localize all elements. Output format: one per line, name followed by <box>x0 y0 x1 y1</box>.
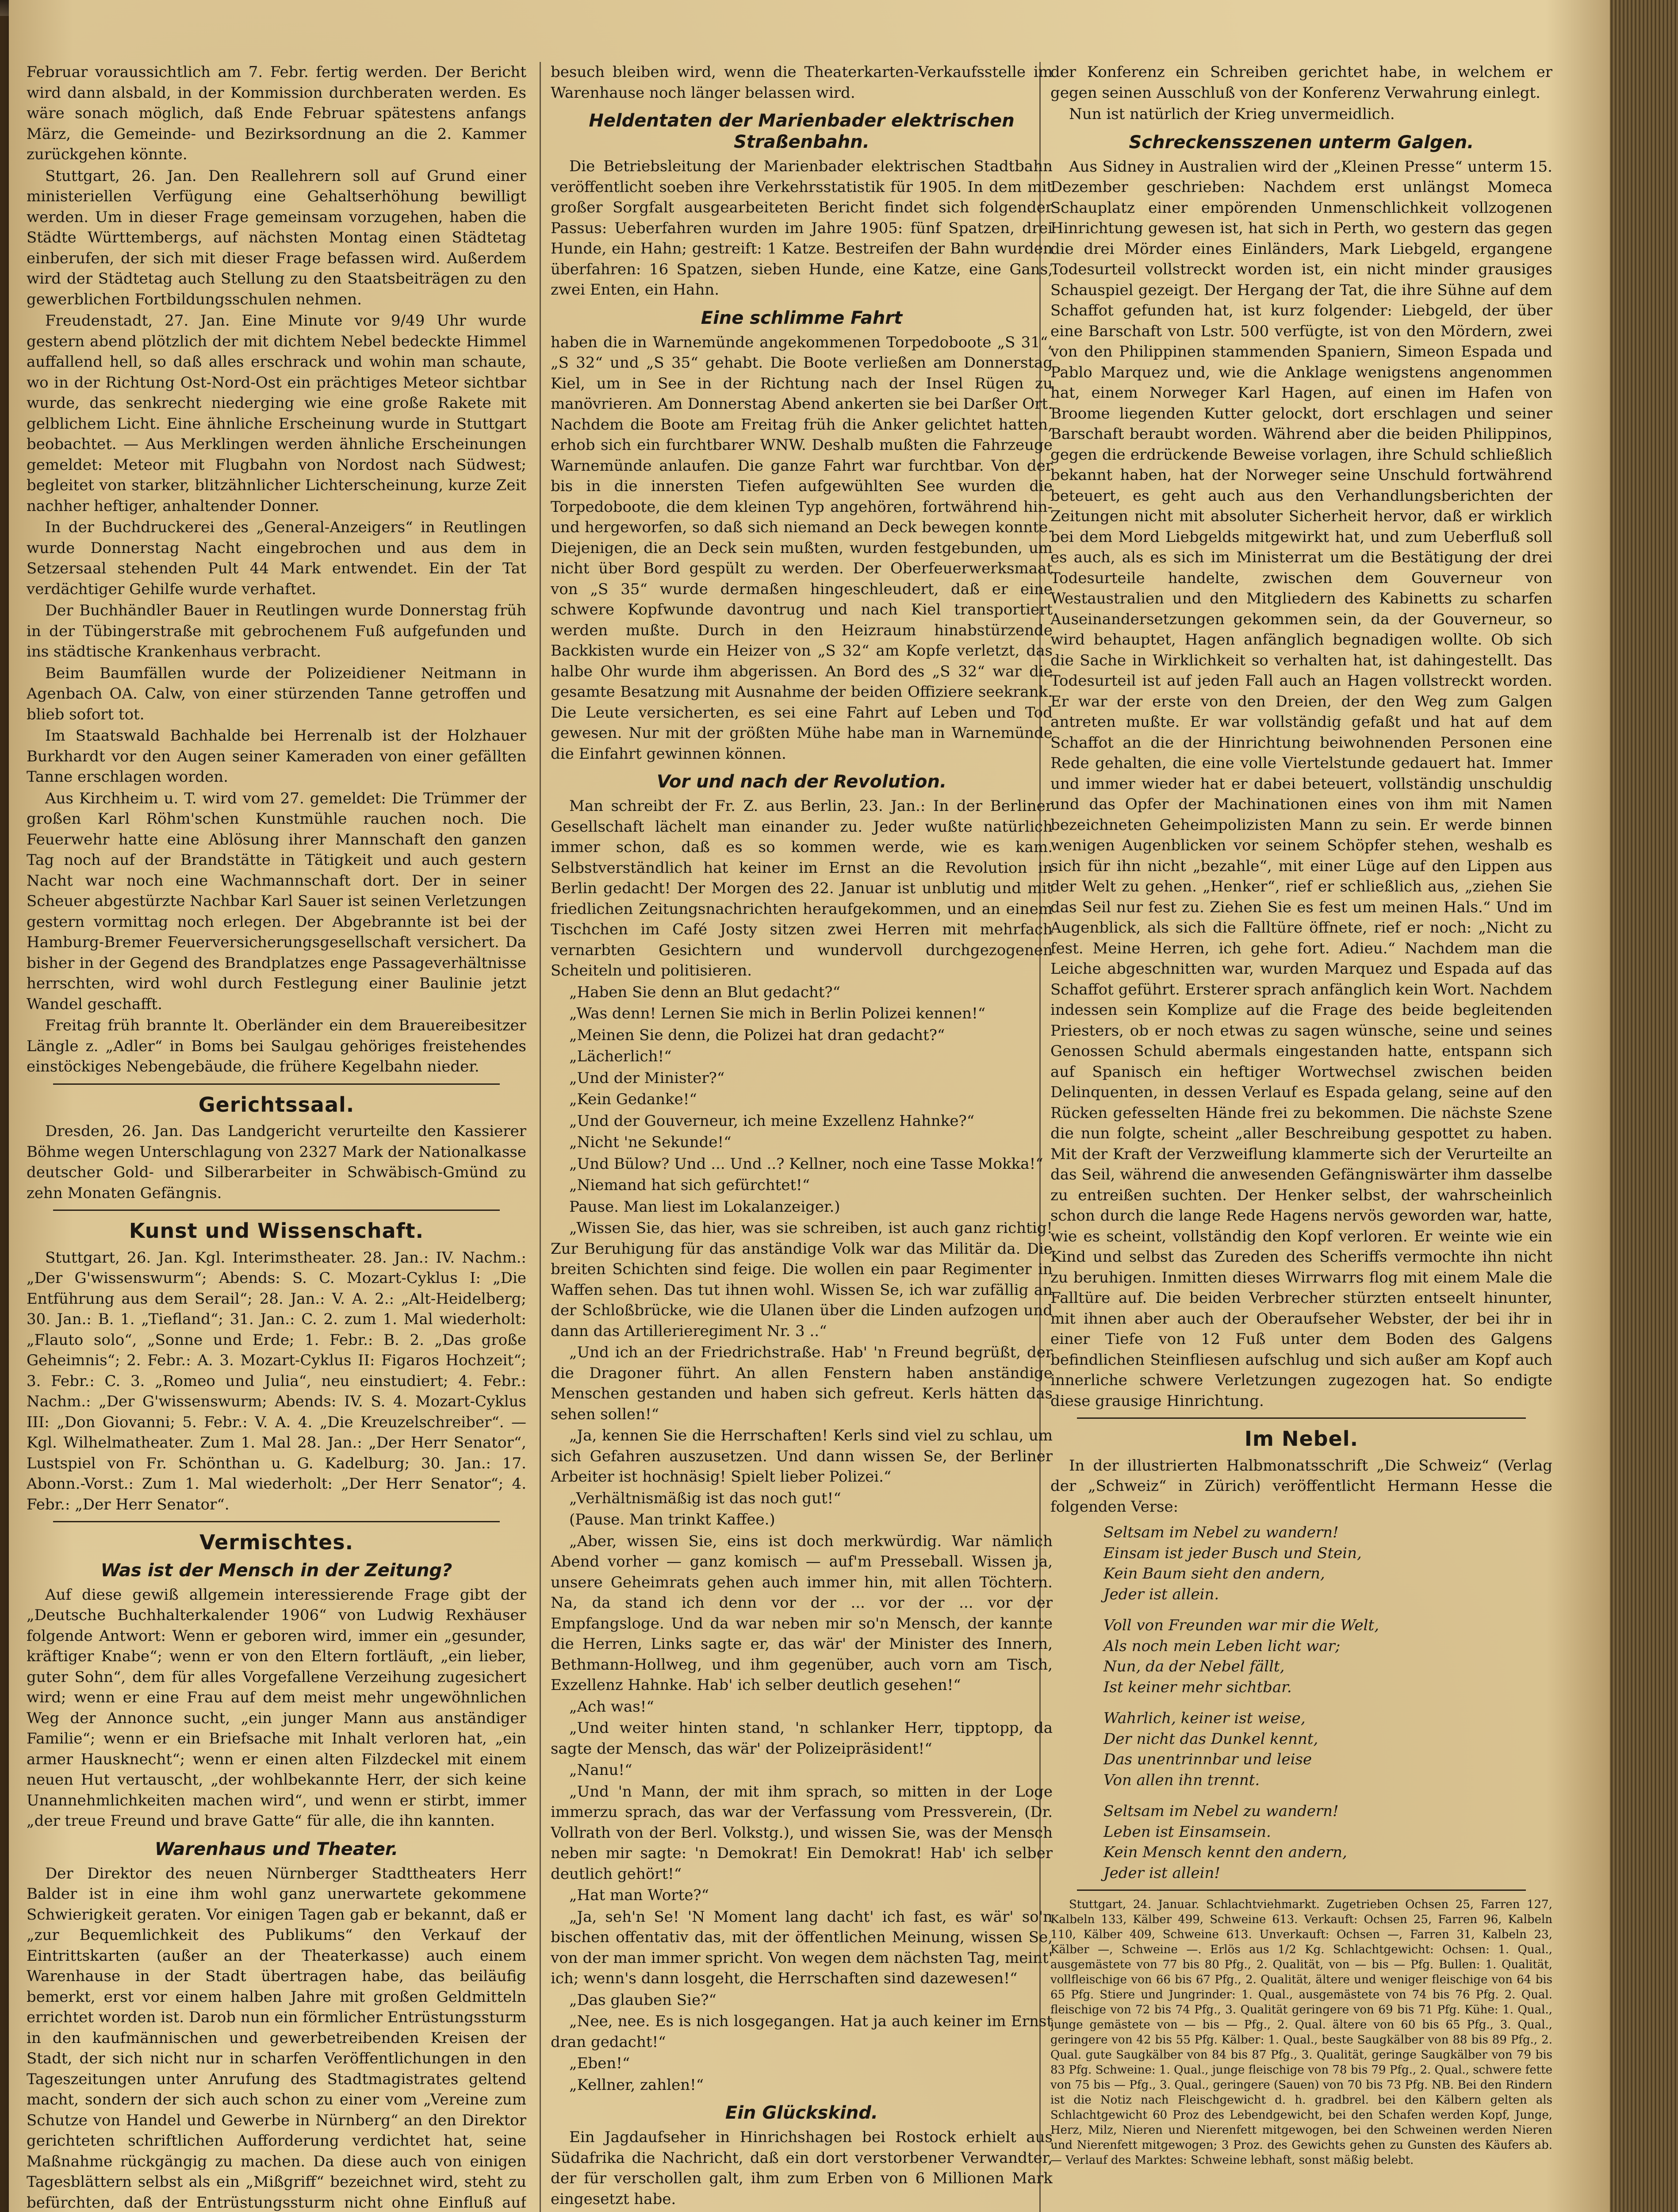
article-paragraph: In der Buchdruckerei des „General-Anzeigers“ in Reutlingen wurde Donnerstag Nacht eingebrochen und aus dem in Setzersaal stehenden Pult 44 Mark entwendet. Ein der Tat verdächtiger Gehilfe wurde verhaftet. <box>27 518 526 598</box>
dialogue-line: „Und der Minister?“ <box>569 1069 725 1087</box>
poem-line: Von allen ihn trennt. <box>1103 1771 1260 1789</box>
section-heading-nebel: Im Nebel. <box>1244 1427 1359 1451</box>
article-paragraph: Freudenstadt, 27. Jan. Eine Minute vor 9/49 Uhr wurde gestern abend plötzlich der mit dichtem Nebel bedeckte Himmel auffallend hell, so daß alles erschrack und wohin man schaute, wo in der Richtung Ost-Nord-Ost ein prächtiges Meteor sichtbar wurde, das senkrecht niederging wie eine große Rakete mit gelblichem Licht. Eine ähnliche Erscheinung wurde in Stuttgart beobachtet. — Aus Merklingen werden ähnliche Erscheinungen gemeldet: Meteor mit Flugbahn von Nordost nach Südwest; begleitet von starker, blitzähnlicher Lichterscheinung, kurze Zeit nachher heftiger, anhaltender Donner. <box>27 312 526 515</box>
article-heading: Schreckensszenen unterm Galgen. <box>1129 132 1474 153</box>
poem-line <box>1103 1605 1552 1615</box>
dialogue-line: „Niemand hat sich gefürchtet!“ <box>569 1176 810 1194</box>
article-paragraph: Auf diese gewiß allgemein interessierende Frage gibt der „Deutsche Buchhalterkalender 1906“ von Ludwig Rexhäuser folgende Antwort: Wenn er geboren wird, immer ein „gesunder, kräftiger Knabe“; wenn er von den Eltern fortläuft, „ein lieber, guter Sohn“, dem für alles Vorgefallene Verzeihung zugesichert wird; wenn er eine Frau auf dem meist mehr ungewöhnlichen Weg der Annonce sucht, „ein junger Mann aus anständiger Familie“; wenn er ein Briefsache mit Inhalt verloren hat, „ein armer Hausknecht“; wenn er einen alten Filzdeckel mit einem neuen Hut vertauscht, „der wohlbekannte Herr, der sich keine Unannehmlichkeiten machen wird“, und wenn er stirbt, immer „der treue Freund und brave Gatte“ für alle, die ihn kannten. <box>27 1586 526 1830</box>
poem-line: Kein Mensch kennt den andern, <box>1103 1843 1347 1861</box>
poem-line: Jeder ist allein. <box>1103 1585 1219 1603</box>
dialogue-line: „Meinen Sie denn, die Polizei hat dran gedacht?“ <box>569 1026 945 1044</box>
article-heading: Warenhaus und Theater. <box>154 1839 398 1859</box>
article-paragraph: „Eben!“ <box>569 2055 630 2072</box>
poem-line: Kein Baum sieht den andern, <box>1103 1565 1325 1582</box>
section-heading-kunst: Kunst und Wissenschaft. <box>129 1219 424 1243</box>
article-paragraph: In der illustrierten Halbmonatsschrift „Die Schweiz“ (Verlag der „Schweiz“ in Zürich) veröffentlicht Hermann Hesse die folgenden Verse: <box>1050 1456 1552 1516</box>
article-paragraph: „Nanu!“ <box>569 1761 632 1779</box>
article-paragraph: Nun ist natürlich der Krieg unvermeidlich. <box>1069 105 1395 123</box>
article-paragraph: Aus Kirchheim u. T. wird vom 27. gemeldet: Die Trümmer der großen Karl Röhm'schen Kunstmühle rauchen noch. Die Feuerwehr hatte eine Ablösung ihrer Mannschaft den ganzen Tag noch auf der Brandstätte in Tätigkeit und auch gestern Nacht war noch eine Wachmannschaft dort. Der in seiner Scheuer abgestürzte Nachbar Karl Sauer ist seinen Verletzungen gestern vormittag noch erlegen. Der Abgebrannte ist bei der Hamburg-Bremer Feuerversicherungsgesellschaft versichert. Da bisher in der Gegend des Brandplatzes enge Passageverhältnisse herrschten, wird wohl durch Festlegung einer Baulinie jetzt Wandel geschafft. <box>27 789 526 1013</box>
article-paragraph: Aus Sidney in Australien wird der „Kleinen Presse“ unterm 15. Dezember geschrieben: Nachdem erst unlängst Momeca Schauplatz einer empörenden Unmenschlichkeit vollzogenen Hinrichtung gewesen ist, hat sich in Perth, wo gestern das gegen die drei Mörder eines Einländers, Mark Liebgeld, ergangene Todesurteil vollstreckt worden ist, ein nicht minder grausiges Schauspiel gezeigt. Der Hergang der Tat, die ihre Sühne auf dem Schaffot gefunden hat, ist kurz folgender: Liebgeld, der über eine Barschaft von Lstr. 500 verfügte, ist von den Mördern, zwei von den Philippinen stammenden Spaniern, Simeon Espada und Pablo Marquez und, wie die Anklage wenigstens angenommen hat, einem Norweger Karl Hagen, auf einen im Hafen von Broome liegenden Kutter gelockt, dort erschlagen und seiner Barschaft beraubt worden. Während aber die beiden Philippinos, gegen die erdrückende Beweise vorlagen, ihre Schuld schließlich bekannt haben, hat der Norweger seine Unschuld fortwährend beteuert, es geht auch aus den Verhandlungsberichten der Zeitungen nicht mit absoluter Sicherheit hervor, daß er wirklich bei dem Mord Liebgelds mitgewirkt hat, und zum Ueberfluß soll es auch, als es sich im Ministerrat um die Bestätigung der drei Todesurteile handelte, zwischen dem Gouverneur von Westaustralien und den Mitgliedern des Kabinetts zu scharfen Auseinandersetzungen gekommen sein, da der Gouverneur, so wird behauptet, Hagen anfänglich begnadigen wollte. Ob sich die Sache in Wirklichkeit so verhalten hat, ist dahingestellt. Das Todesurteil ist auf jeden Fall auch an Hagen vollstreckt worden. Er war der erste von den Dreien, der den Weg zum Galgen antreten mußte. Er war vollständig gefaßt und hat auf dem Schaffot an die der Hinrichtung beiwohnenden Personen eine Rede gehalten, die eine volle Viertelstunde gedauert hat. Immer und immer wieder hat er dabei beteuert, vollständig unschuldig und das Opfer der Machinationen eines von ihm mit Namen bezeichneten Geheimpolizisten Mann zu sein. Er werde binnen wenigen Augenblicken vor seinem Schöpfer stehen, weshalb es sich für ihn nicht „bezahle“, mit einer Lüge auf den Lippen aus der Welt zu gehen. „Henker“, rief er schließlich aus, „ziehen Sie das Seil nur fest zu. Ziehen Sie es fest um meinen Hals.“ Und im Augenblick, als sich die Falltüre öffnete, rief er noch: „Nicht zu fest. Meine Herren, ich gehe fort. Adieu.“ Nachdem man die Leiche abgeschnitten war, wurden Marquez und Espada auf das Schaffot geführt. Ersterer sprach anfänglich kein Wort. Nachdem indessen sein Komplize auf die Frage des beide begleitenden Priesters, ob er noch etwas zu sagen wünsche, seine und seines Genossen Schuld abermals eingestanden hatte, entspann sich auf Spanisch ein heftiger Wortwechsel zwischen beiden Delinquenten, in dessen Verlauf es Espada gelang, seine auf den Rücken gefesselten Hände frei zu bekommen. Die nächste Szene die nun folgte, scheint „aller Beschreibung gespottet zu haben. Mit der Kraft der Verzweiflung klammerte sich der Verurteilte an das Seil, während die anwesenden Gefängniswärter ihm dasselbe zu entreißen suchten. Der Henker selbst, der wahrscheinlich schon durch die lange Rede Hagens nervös geworden war, hatte, wie es scheint, vollständig den Kopf verloren. Er weinte wie ein Kind und selbst das Zureden des Scheriffs vermochte ihn nicht zu beruhigen. Inmitten dieses Wirrwarrs flog mit einem Male die Falltüre auf. Die beiden Verbrecher stürzten entseelt hinunter, mit ihnen aber auch der Oberaufseher Webster, der bei ihr in einer Tiefe von 12 Fuß unter dem Boden des Galgens befindlichen Steinfliesen aufschlug und sich außer am Kopf auch innerliche schwere Verletzungen zugezogen hat. So endigte diese grausige Hinrichtung. <box>1050 157 1552 1410</box>
article-paragraph: Freitag früh brannte lt. Oberländer ein dem Brauereibesitzer Längle z. „Adler“ in Boms bei Saulgau gehöriges freistehendes einstöckiges Nebengebäude, die frühere Kegelbahn nieder. <box>27 1017 526 1075</box>
column-rule-1 <box>540 62 541 2212</box>
section-divider <box>53 1210 500 1211</box>
market-report: Stuttgart, 24. Januar. Schlachtviehmarkt. Zugetrieben Ochsen 25, Farren 127, Kalbeln 133, Kälber 499, Schweine 613. Verkauft: Ochsen 25, Farren 96, Kalbeln 110, Kälber 409, Schweine 613. Unverkauft: Ochsen —, Farren 31, Kalbeln 23, Kälber —, Schweine —. Erlös aus 1/2 Kg. Schlachtgewicht: Ochsen: 1. Qual., ausgemästete von 77 bis 80 Pfg., 2. Qualität, von — bis — Pfg. Bullen: 1. Qualität, vollfleischige von 66 bis 67 Pfg., 2. Qualität, ältere und weniger fleischige von 64 bis 65 Pfg. Stiere und Jungrinder: 1. Qual., ausgemästete von 74 bis 76 Pfg. 2. Qual. fleischige von 72 bis 74 Pfg., 3. Qualität geringere von 69 bis 71 Pfg. Kühe: 1. Qual., junge gemästete von — bis — Pfg., 2. Qual. ältere von 60 bis 65 Pfg., 3. Qual., geringere von 42 bis 55 Pfg. Kälber: 1. Qual., beste Saugkälber von 88 bis 89 Pfg., 2. Qual. gute Saugkälber von 84 bis 87 Pfg., 3. Qualität, geringe Saugkälber von 79 bis 83 Pfg. Schweine: 1. Qual., junge fleischige von 78 bis 79 Pfg., 2. Qual., schwere fette von 75 bis — Pfg., 3. Qual., geringere (Sauen) von 70 bis 73 Pfg. NB. Bei den Rindern ist die Notiz nach Fleischgewicht d. h. gradbrel. bei den Kälbern gelten als Schlachtgewicht 60 Proz des Lebendgewicht, bei den Schafen werden Kopf, Junge, Herz, Milz, Nieren und Nierenfett mitgewogen, bei den Schweinen werden Nieren und Nierenfett mitgewogen; 3 Proz. des Gewichts gehen zu Gunsten des Käufers ab. — Verlauf des Marktes: Schweine lebhaft, sonst mäßig belebt. <box>1050 1898 1552 2167</box>
article-paragraph: der Konferenz ein Schreiben gerichtet habe, in welchem er gegen seinen Ausschluß von der Konferenz Verwahrung einlegt. <box>1050 63 1552 102</box>
dialogue-line: „Kein Gedanke!“ <box>569 1091 697 1108</box>
dialogue-line: „Lächerlich!“ <box>569 1048 672 1065</box>
poem-line <box>1103 1697 1552 1708</box>
poem-line: Einsam ist jeder Busch und Stein, <box>1103 1544 1362 1562</box>
article-paragraph: „Ja, kennen Sie die Herrschaften! Kerls sind viel zu schlau, um sich Gefahren auszusetzen. Und dann wissen Se, der Berliner Arbeiter ist hochnäsig! Spielt lieber Polizei.“ <box>551 1427 1053 1486</box>
article-paragraph: „Und 'n Mann, der mit ihm sprach, so mitten in der Loge immerzu sprach, das war der Verfassung vom Pressverein, (Dr. Vollrath von der Berl. Volkstg.), und wissen Sie, was der Mensch neben mir sagte: 'n Demokrat! Ein Demokrat! Hab' ich selber deutlich gehört!“ <box>551 1782 1053 1883</box>
article-paragraph: „Das glauben Sie?“ <box>569 1991 716 2009</box>
section-divider <box>1077 1417 1526 1419</box>
article-paragraph: Der Buchhändler Bauer in Reutlingen wurde Donnerstag früh in der Tübingerstraße mit gebrochenem Fuß aufgefunden und ins städtische Krankenhaus verbracht. <box>27 602 526 661</box>
poem-line: Voll von Freunden war mir die Welt, <box>1103 1617 1379 1634</box>
article-paragraph: Ein Jagdaufseher in Hinrichshagen bei Rostock erhielt aus Südafrika die Nachricht, daß ein dort verstorbener Verwandter, der für verschollen galt, ihm zum Erben von 6 Millionen Mark eingesetzt habe. <box>551 2128 1053 2208</box>
article-paragraph: besuch bleiben wird, wenn die Theaterkarten-Verkaufsstelle im Warenhause noch länger belassen wird. <box>551 63 1053 102</box>
article-paragraph: haben die in Warnemünde angekommenen Torpedoboote „S 31“, „S 32“ und „S 35“ gehabt. Die Boote verließen am Donnerstag Kiel, um in See in der Richtung nach der Insel Rügen zu manövrieren. Am Donnerstag Abend ankerten sie bei Darßer Ort. Nachdem die Boote am Freitag früh die Anker gelichtet hatten, erhob sich ein furchtbarer WNW. Deshalb mußten die Fahrzeuge Warnemünde anlaufen. Die ganze Fahrt war furchtbar. Von der bis in die innersten Tiefen aufgewühlten See wurden die Torpedoboote, die dem kleinen Typ angehören, fortwährend hin- und hergeworfen, so daß sich niemand an Deck bewegen konnte. Diejenigen, die an Deck sein mußten, wurden festgebunden, um nicht über Bord gespült zu werden. Der Oberfeuerwerksmaat von „S 35“ wurde dermaßen hingeschleudert, daß er eine schwere Kopfwunde davontrug und nach Kiel transportiert werden mußte. Durch in den Heizraum hinabstürzende Backkisten wurde ein Heizer von „S 32“ am Kopfe verletzt, das halbe Ohr wurde ihm abgerissen. An Bord des „S 32“ war die gesamte Besatzung mit Ausnahme der beiden Offiziere seekrank. Die Leute versicherten, es sei eine Fahrt auf Leben und Tod gewesen. Nur mit der größten Mühe habe man in Warnemünde die Einfahrt gewinnen können. <box>551 333 1053 763</box>
article-paragraph: Beim Baumfällen wurde der Polizeidiener Neitmann in Agenbach OA. Calw, von einer stürzenden Tanne getroffen und blieb sofort tot. <box>27 664 526 723</box>
article-paragraph: Februar voraussichtlich am 7. Febr. fertig werden. Der Bericht wird dann alsbald, in der Kommission durchberaten werden. Es wäre sonach möglich, daß Ende Februar spätestens anfangs März, die Gemeinde- und Bezirksordnung an die 2. Kammer zurückgehen könnte. <box>27 63 526 163</box>
dialogue-line: „Und der Gouverneur, ich meine Exzellenz Hahnke?“ <box>569 1112 975 1130</box>
book-binding-edge <box>1610 0 1678 2212</box>
poem-line <box>1103 1790 1552 1801</box>
poem-line: Jeder ist allein! <box>1103 1864 1221 1882</box>
dialogue-line: Pause. Man liest im Lokalanzeiger.) <box>569 1198 840 1216</box>
article-paragraph: „Hat man Worte?“ <box>569 1886 709 1904</box>
section-divider <box>1077 1889 1526 1891</box>
article-paragraph: Der Direktor des neuen Nürnberger Stadttheaters Herr Balder ist in eine ihm wohl ganz unerwartete gekommene Schwierigkeit geraten. Vor einigen Tagen gab er bekannt, daß er „zur Bequemlichkeit des Publikums“ den Verkauf der Eintrittskarten (außer an der Theaterkasse) auch einem Warenhause in der Stadt übertragen habe, das beiläufig bemerkt, erst vor einem halben Jahre mit großen Geldmitteln errichtet worden ist. Darob nun ein förmlicher Entrüstungssturm in den kaufmännischen und gewerbetreibenden Kreisen der Stadt, der sich nicht nur in scharfen Veröffentlichungen in den Tageszeitungen unter Anrufung des Stadtmagistrates geltend macht, sondern der sich auch schon zu einer vom „Vereine zum Schutze von Handel und Gewerbe in Nürnberg“ an den Direktor gerichteten schriftlichen Aufforderung verdichtet hat, seine Maßnahme rückgängig zu machen. Da diese auch von einigen Tagesblättern selbst als ein „Mißgriff“ bezeichnet wird, steht zu befürchten, daß der Entrüstungssturm nicht ohne Einfluß auf <box>27 1864 526 2212</box>
poem-line: Ist keiner mehr sichtbar. <box>1103 1678 1292 1696</box>
article-paragraph: Dresden, 26. Jan. Das Landgericht verurteilte den Kassierer Böhme wegen Unterschlagung von 2327 Mark der Nationalkasse deutscher Gold- und Silberarbeiter in Schwäbisch-Gmünd zu zehn Monaten Gefängnis. <box>27 1122 526 1202</box>
article-paragraph: „Kellner, zahlen!“ <box>569 2076 704 2094</box>
dialogue-line: „Nicht 'ne Sekunde!“ <box>569 1133 732 1151</box>
poem-line: Seltsam im Nebel zu wandern! <box>1103 1802 1339 1820</box>
poem-line: Der nicht das Dunkel kennt, <box>1103 1730 1318 1748</box>
column-1 <box>27 62 526 2212</box>
section-heading-gerichtssaal: Gerichtssaal. <box>198 1092 355 1117</box>
article-paragraph: „Ja, seh'n Se! 'N Moment lang dacht' ich fast, es wär' so'n bischen offentativ das, mit der öffentlichen Meinung, wissen Se, von der man immer spricht. Von wegen dem nächsten Tag, meint' ich; wenn's dann losgeht, die Herrschaften sind dazewesen!“ <box>551 1908 1053 1987</box>
poem-line: Das unentrinnbar und leise <box>1103 1751 1312 1768</box>
section-divider <box>53 1083 500 1085</box>
poem-line: Wahrlich, keiner ist weise, <box>1103 1709 1306 1727</box>
dialogue-line: „Was denn! Lernen Sie mich in Berlin Polizei kennen!“ <box>569 1005 986 1022</box>
article-paragraph: (Pause. Man trinkt Kaffee.) <box>569 1511 775 1528</box>
article-heading: Vor und nach der Revolution. <box>656 772 947 792</box>
article-paragraph: „Und ich an der Friedrichstraße. Hab' 'n Freund begrüßt, der die Dragoner führt. An allen Fenstern haben anständige Menschen gestanden und haben sich gefreut. Kerls hätten das sehen sollen!“ <box>551 1344 1053 1423</box>
section-heading-vermischtes: Vermischtes. <box>199 1530 354 1554</box>
section-divider <box>53 1521 500 1522</box>
poem-line: Seltsam im Nebel zu wandern! <box>1103 1524 1339 1541</box>
article-paragraph: „Aber, wissen Sie, eins ist doch merkwürdig. War nämlich Abend vorher — ganz komisch — auf'm Presseball. Wissen ja, unsere Geheimrats gehen auch immer hin, mit allen Töchtern. Na, da stand ich denn vor der ... vor der ... vor der Empfangsloge. Und da war neben mir so'n Mensch, der kannte die Herren, Links sagte er, das wär' der Minister des Innern, Bethmann-Hollweg, und ihm gegenüber, auch vorn am Tisch, Exzellenz Hahnke. Hab' ich selber deutlich gesehen!“ <box>551 1532 1053 1694</box>
article-heading: Heldentaten der Marienbader elektrischen Straßenbahn. <box>589 111 1015 152</box>
column-2 <box>551 62 1053 2212</box>
article-paragraph: „Verhältnismäßig ist das noch gut!“ <box>569 1489 841 1507</box>
dialogue-line: „Und Bülow? Und ... Und ..? Kellner, noch eine Tasse Mokka!“ <box>569 1155 1043 1173</box>
article-paragraph: Man schreibt der Fr. Z. aus Berlin, 23. Jan.: In der Berliner Gesellschaft lächelt man einander zu. Jeder wußte natürlich immer schon, daß es so kommen werde, wie es kam. Selbstverständlich hat keiner im Ernst an die Revolution in Berlin gedacht! Der Morgen des 22. Januar ist unblutig und mit friedlichen Zeitungsnachrichten heraufgekommen, und an einem Tischchen im Café Josty sitzen zwei Herren mit mehrfach vernarbten Gesichtern und wundervoll durchgezogenen Scheiteln und politisieren. <box>551 797 1053 979</box>
article-paragraph: Im Staatswald Bachhalde bei Herrenalb ist der Holzhauer Burkhardt vor den Augen seiner Kameraden von einer gefällten Tanne erschlagen worden. <box>27 727 526 786</box>
poem-line: Als noch mein Leben licht war; <box>1103 1637 1341 1655</box>
poem <box>1103 1522 1552 1883</box>
newspaper-page <box>9 0 1610 2212</box>
dialogue-line: „Haben Sie denn an Blut gedacht?“ <box>569 983 841 1001</box>
column-3 <box>1050 62 1552 2212</box>
article-heading: Was ist der Mensch in der Zeitung? <box>100 1560 452 1581</box>
article-paragraph: „Nee, nee. Es is nich losgegangen. Hat ja auch keiner im Ernst dran gedacht!“ <box>551 2012 1053 2051</box>
article-paragraph: „Wissen Sie, das hier, was sie schreiben, ist auch ganz richtig! Zur Beruhigung für das anständige Volk war das Militär da. Die breiten Schichten sind feige. Die wollen ein paar Regimenter in Waffen sehen. Das tut ihnen wohl. Wissen Se, ich war zufällig an der Schloßbrücke, wie die Ulanen über die Linden aufzogen und dann das Artillerieregiment Nr. 3 ..“ <box>551 1219 1053 1340</box>
article-paragraph: Stuttgart, 26. Jan. Den Reallehrern soll auf Grund einer ministeriellen Verfügung eine Gehaltserhöhung bewilligt werden. Um in dieser Frage gemeinsam vorzugehen, haben die Städte Württembergs, auf nächsten Montag einen Städtetag einberufen, der sich mit dieser Frage befassen wird. Außerdem wird der Städtetag auch Stellung zu den Staatsbeiträgen zu den gewerblichen Fortbildungsschulen nehmen. <box>27 167 526 308</box>
article-paragraph: Stuttgart, 26. Jan. Kgl. Interimstheater. 28. Jan.: IV. Nachm.: „Der G'wissenswurm“; Abends: S. C. Mozart-Cyklus I: „Die Entführung aus dem Serail“; 28. Jan.: V. A. 2.: „Alt-Heidelberg; 30. Jan.: B. 1. „Tiefland“; 31. Jan.: C. 2. zum 1. Mal wiederholt: „Flauto solo“, „Sonne und Erde; 1. Febr.: B. 2. „Das große Geheimnis“; 2. Febr.: A. 3. Mozart-Cyklus II: Figaros Hochzeit“; 3. Febr.: C. 3. „Romeo und Julia“, neu einstudiert; 4. Febr.: Nachm.: „Der G'wissenswurm; Abends: IV. S. 4. Mozart-Cyklus III: „Don Giovanni; 5. Febr.: V. A. 4. „Die Kreuzelschreiber“. — Kgl. Wilhelmatheater. Zum 1. Mal 28. Jan.: „Der Herr Senator“, Lustspiel von Fr. Schönthan u. G. Kadelburg; 30. Jan.: 17. Abonn.-Vorst.: Zum 1. Mal wiederholt: „Der Herr Senator“; 4. Febr.: „Der Herr Senator“. <box>27 1248 526 1513</box>
article-paragraph: Die Betriebsleitung der Marienbader elektrischen Stadtbahn veröffentlicht soeben ihre Verkehrsstatistik für 1905. In dem mit großer Sorgfalt ausgearbeiteten Bericht findet sich folgender Passus: Ueberfahren wurden im Jahre 1905: fünf Spatzen, drei Hunde, ein Hahn; gestreift: 1 Katze. Bestreifen der Bahn wurden überfahren: 16 Spatzen, sieben Hunde, eine Katze, eine Gans, zwei Enten, ein Hahn. <box>551 157 1053 299</box>
poem-line: Leben ist Einsamsein. <box>1103 1823 1271 1841</box>
article-heading: Ein Glückskind. <box>725 2103 878 2123</box>
article-heading: Eine schlimme Fahrt <box>701 307 903 328</box>
poem-line: Nun, da der Nebel fällt, <box>1103 1658 1285 1675</box>
article-paragraph: „Und weiter hinten stand, 'n schlanker Herr, tipptopp, da sagte der Mensch, das wär' der Polizeipräsident!“ <box>551 1719 1053 1758</box>
article-paragraph: „Ach was!“ <box>569 1697 654 1716</box>
